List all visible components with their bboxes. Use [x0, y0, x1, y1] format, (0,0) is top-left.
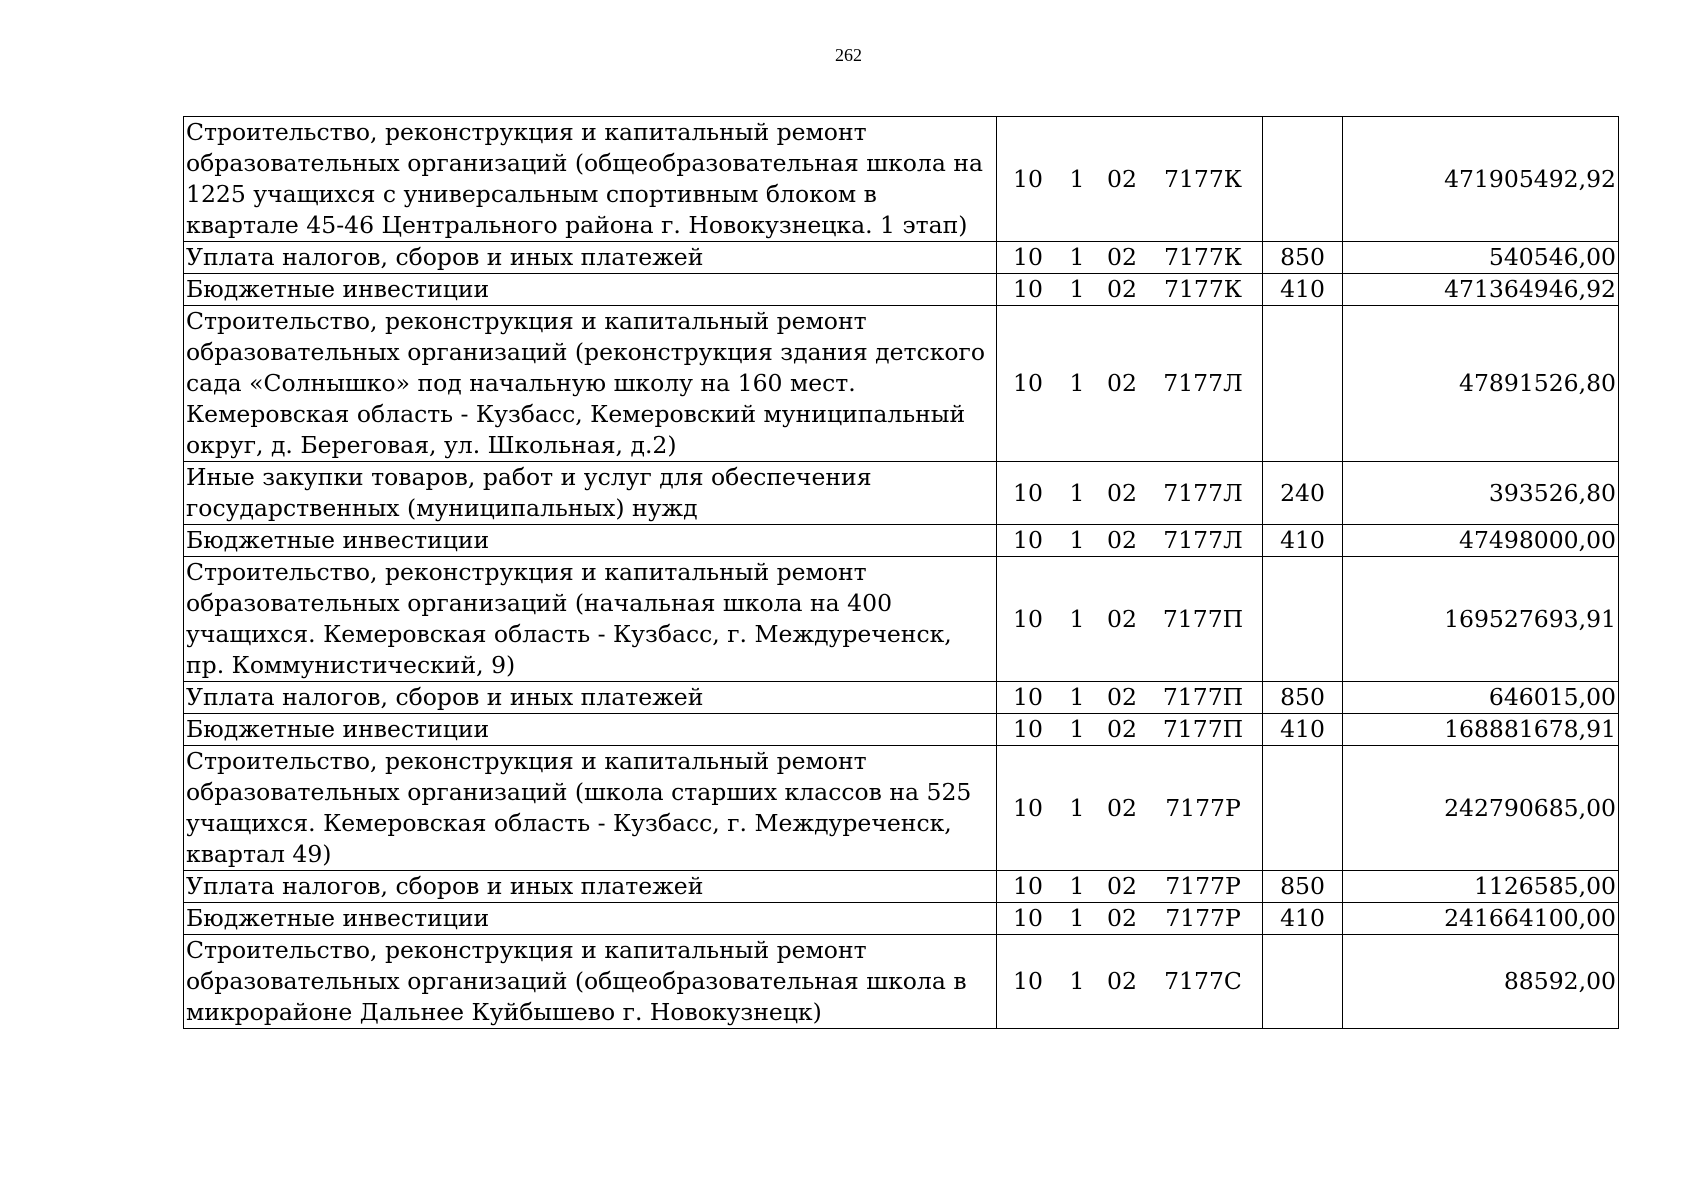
expense-name-text: Бюджетные инвестиции — [186, 715, 490, 743]
table-row — [184, 714, 1619, 746]
classification-codes — [997, 242, 1263, 274]
code-event: 02 — [1107, 164, 1137, 193]
amount-text: 471364946,92 — [1444, 275, 1616, 303]
amount-text: 471905492,92 — [1444, 164, 1616, 193]
budget-table-body — [184, 117, 1619, 1029]
classification-codes — [997, 746, 1263, 871]
amount-text: 1126585,00 — [1473, 872, 1616, 900]
classification-codes — [997, 714, 1263, 746]
expense-name-text: Строительство, реконструкция и капитальный ремонт образовательных организаций (общеобразовательная школа в микрорайоне Дальнее Куйбышево г. Новокузнецк) — [186, 936, 975, 1026]
expense-type-code — [1263, 714, 1343, 746]
code-subprogram: 1 — [1069, 275, 1085, 303]
code-direction: 7177К — [1164, 243, 1242, 271]
code-event: 02 — [1107, 369, 1137, 397]
code-section: 10 — [1013, 793, 1043, 822]
classification-codes — [997, 682, 1263, 714]
amount — [1343, 117, 1619, 242]
expense-type-code — [1263, 682, 1343, 714]
expense-type-code-text: 850 — [1280, 243, 1325, 271]
code-subprogram: 1 — [1069, 604, 1085, 633]
code-direction: 7177С — [1164, 967, 1242, 995]
expense-name — [184, 306, 997, 462]
amount-text: 393526,80 — [1488, 478, 1616, 507]
expense-name — [184, 274, 997, 306]
amount — [1343, 306, 1619, 462]
expense-type-code-text: 410 — [1280, 715, 1325, 743]
code-direction: 7177П — [1162, 715, 1244, 743]
budget-table — [183, 116, 1619, 1029]
expense-name — [184, 525, 997, 557]
code-section: 10 — [1013, 683, 1043, 711]
expense-name — [184, 242, 997, 274]
code-section: 10 — [1013, 604, 1043, 633]
table-row — [184, 682, 1619, 714]
code-direction: 7177Л — [1163, 369, 1243, 397]
amount — [1343, 462, 1619, 525]
expense-type-code-text: 240 — [1280, 478, 1325, 507]
code-event: 02 — [1107, 715, 1137, 743]
code-subprogram: 1 — [1069, 526, 1085, 554]
amount — [1343, 525, 1619, 557]
expense-type-code-text: 410 — [1280, 275, 1325, 303]
code-subprogram: 1 — [1069, 904, 1085, 932]
page-number: 262 — [835, 45, 862, 65]
code-subprogram: 1 — [1069, 243, 1085, 271]
expense-type-code — [1263, 117, 1343, 242]
table-row — [184, 306, 1619, 462]
expense-name-text: Строительство, реконструкция и капитальный ремонт образовательных организаций (начальная школа на 400 учащихся. Кемеровская область - Кузбасс, г. Междуреченск, пр. Коммунистический, 9) — [186, 558, 960, 679]
table-row — [184, 903, 1619, 935]
amount — [1343, 746, 1619, 871]
code-direction: 7177Л — [1163, 478, 1243, 507]
code-event: 02 — [1107, 604, 1137, 633]
code-subprogram: 1 — [1069, 478, 1085, 507]
expense-name — [184, 903, 997, 935]
classification-codes — [997, 871, 1263, 903]
amount — [1343, 274, 1619, 306]
amount-text: 47498000,00 — [1459, 526, 1616, 554]
code-subprogram: 1 — [1069, 715, 1085, 743]
code-event: 02 — [1107, 243, 1137, 271]
code-subprogram: 1 — [1069, 967, 1085, 995]
code-direction: 7177Р — [1165, 793, 1241, 822]
expense-name-text: Бюджетные инвестиции — [186, 275, 490, 303]
code-subprogram: 1 — [1069, 683, 1085, 711]
classification-codes — [997, 935, 1263, 1029]
code-event: 02 — [1107, 967, 1137, 995]
amount — [1343, 557, 1619, 682]
amount-text: 540546,00 — [1488, 243, 1616, 271]
expense-name — [184, 557, 997, 682]
code-event: 02 — [1107, 478, 1137, 507]
expense-type-code — [1263, 306, 1343, 462]
expense-name — [184, 462, 997, 525]
code-section: 10 — [1013, 715, 1043, 743]
expense-name — [184, 935, 997, 1029]
table-row — [184, 242, 1619, 274]
expense-type-code — [1263, 557, 1343, 682]
expense-name-text: Уплата налогов, сборов и иных платежей — [186, 243, 704, 271]
code-section: 10 — [1013, 243, 1043, 271]
classification-codes — [997, 306, 1263, 462]
amount-text: 241664100,00 — [1444, 904, 1616, 932]
expense-type-code-text: 850 — [1280, 872, 1325, 900]
expense-type-code — [1263, 903, 1343, 935]
amount — [1343, 935, 1619, 1029]
code-direction: 7177К — [1164, 275, 1242, 303]
code-subprogram: 1 — [1069, 369, 1085, 397]
table-row — [184, 935, 1619, 1029]
expense-name-text: Бюджетные инвестиции — [186, 526, 490, 554]
amount-text: 47891526,80 — [1459, 369, 1616, 397]
classification-codes — [997, 525, 1263, 557]
code-section: 10 — [1013, 164, 1043, 193]
expense-type-code — [1263, 242, 1343, 274]
code-section: 10 — [1013, 967, 1043, 995]
expense-type-code — [1263, 525, 1343, 557]
code-section: 10 — [1013, 526, 1043, 554]
table-row — [184, 871, 1619, 903]
expense-name-text: Строительство, реконструкция и капитальный ремонт образовательных организаций (реконструкция здания детского сада «Солнышко» под начальную школу на 160 мест. Кемеровская область - Кузбасс, Кемеровский муниципальный округ, д. Береговая, ул. Школьная, д.2) — [186, 307, 993, 459]
table-row — [184, 746, 1619, 871]
expense-name-text: Строительство, реконструкция и капитальный ремонт образовательных организаций (общеобразовательная школа на 1225 учащихся с универсальным спортивным блоком в квартале 45-46 Центрального района г. Новокузнецка. 1 этап) — [186, 118, 991, 239]
expense-type-code-text: 410 — [1280, 904, 1325, 932]
amount-text: 169527693,91 — [1444, 604, 1616, 633]
expense-type-code — [1263, 935, 1343, 1029]
code-section: 10 — [1013, 872, 1043, 900]
code-section: 10 — [1013, 369, 1043, 397]
amount — [1343, 682, 1619, 714]
code-section: 10 — [1013, 478, 1043, 507]
amount — [1343, 242, 1619, 274]
classification-codes — [997, 117, 1263, 242]
amount-text: 646015,00 — [1488, 683, 1616, 711]
code-direction: 7177К — [1164, 164, 1242, 193]
code-event: 02 — [1107, 872, 1137, 900]
expense-name — [184, 871, 997, 903]
code-section: 10 — [1013, 275, 1043, 303]
expense-type-code — [1263, 462, 1343, 525]
expense-name-text: Строительство, реконструкция и капитальный ремонт образовательных организаций (школа старших классов на 525 учащихся. Кемеровская область - Кузбасс, г. Междуреченск, квартал 49) — [186, 747, 979, 868]
classification-codes — [997, 903, 1263, 935]
expense-name — [184, 682, 997, 714]
code-subprogram: 1 — [1069, 793, 1085, 822]
code-event: 02 — [1107, 683, 1137, 711]
amount — [1343, 714, 1619, 746]
table-row — [184, 274, 1619, 306]
expense-name-text: Уплата налогов, сборов и иных платежей — [186, 872, 704, 900]
expense-type-code — [1263, 871, 1343, 903]
code-event: 02 — [1107, 275, 1137, 303]
expense-name — [184, 714, 997, 746]
classification-codes — [997, 557, 1263, 682]
code-direction: 7177Р — [1165, 872, 1241, 900]
amount-text: 88592,00 — [1503, 967, 1616, 995]
table-row — [184, 557, 1619, 682]
amount-text: 168881678,91 — [1444, 715, 1616, 743]
amount — [1343, 903, 1619, 935]
classification-codes — [997, 274, 1263, 306]
code-direction: 7177П — [1162, 604, 1244, 633]
expense-type-code — [1263, 746, 1343, 871]
expense-name — [184, 746, 997, 871]
code-direction: 7177Л — [1163, 526, 1243, 554]
table-row — [184, 117, 1619, 242]
expense-type-code-text: 850 — [1280, 683, 1325, 711]
code-event: 02 — [1107, 526, 1137, 554]
expense-name-text: Иные закупки товаров, работ и услуг для обеспечения государственных (муниципальных) нужд — [186, 463, 880, 522]
code-subprogram: 1 — [1069, 164, 1085, 193]
code-direction: 7177Р — [1165, 904, 1241, 932]
expense-type-code — [1263, 274, 1343, 306]
expense-name-text: Уплата налогов, сборов и иных платежей — [186, 683, 704, 711]
code-section: 10 — [1013, 904, 1043, 932]
classification-codes — [997, 462, 1263, 525]
code-event: 02 — [1107, 904, 1137, 932]
table-row — [184, 462, 1619, 525]
code-direction: 7177П — [1162, 683, 1244, 711]
code-subprogram: 1 — [1069, 872, 1085, 900]
expense-name-text: Бюджетные инвестиции — [186, 904, 490, 932]
expense-name — [184, 117, 997, 242]
amount — [1343, 871, 1619, 903]
amount-text: 242790685,00 — [1444, 793, 1616, 822]
expense-type-code-text: 410 — [1280, 526, 1325, 554]
table-row — [184, 525, 1619, 557]
code-event: 02 — [1107, 793, 1137, 822]
